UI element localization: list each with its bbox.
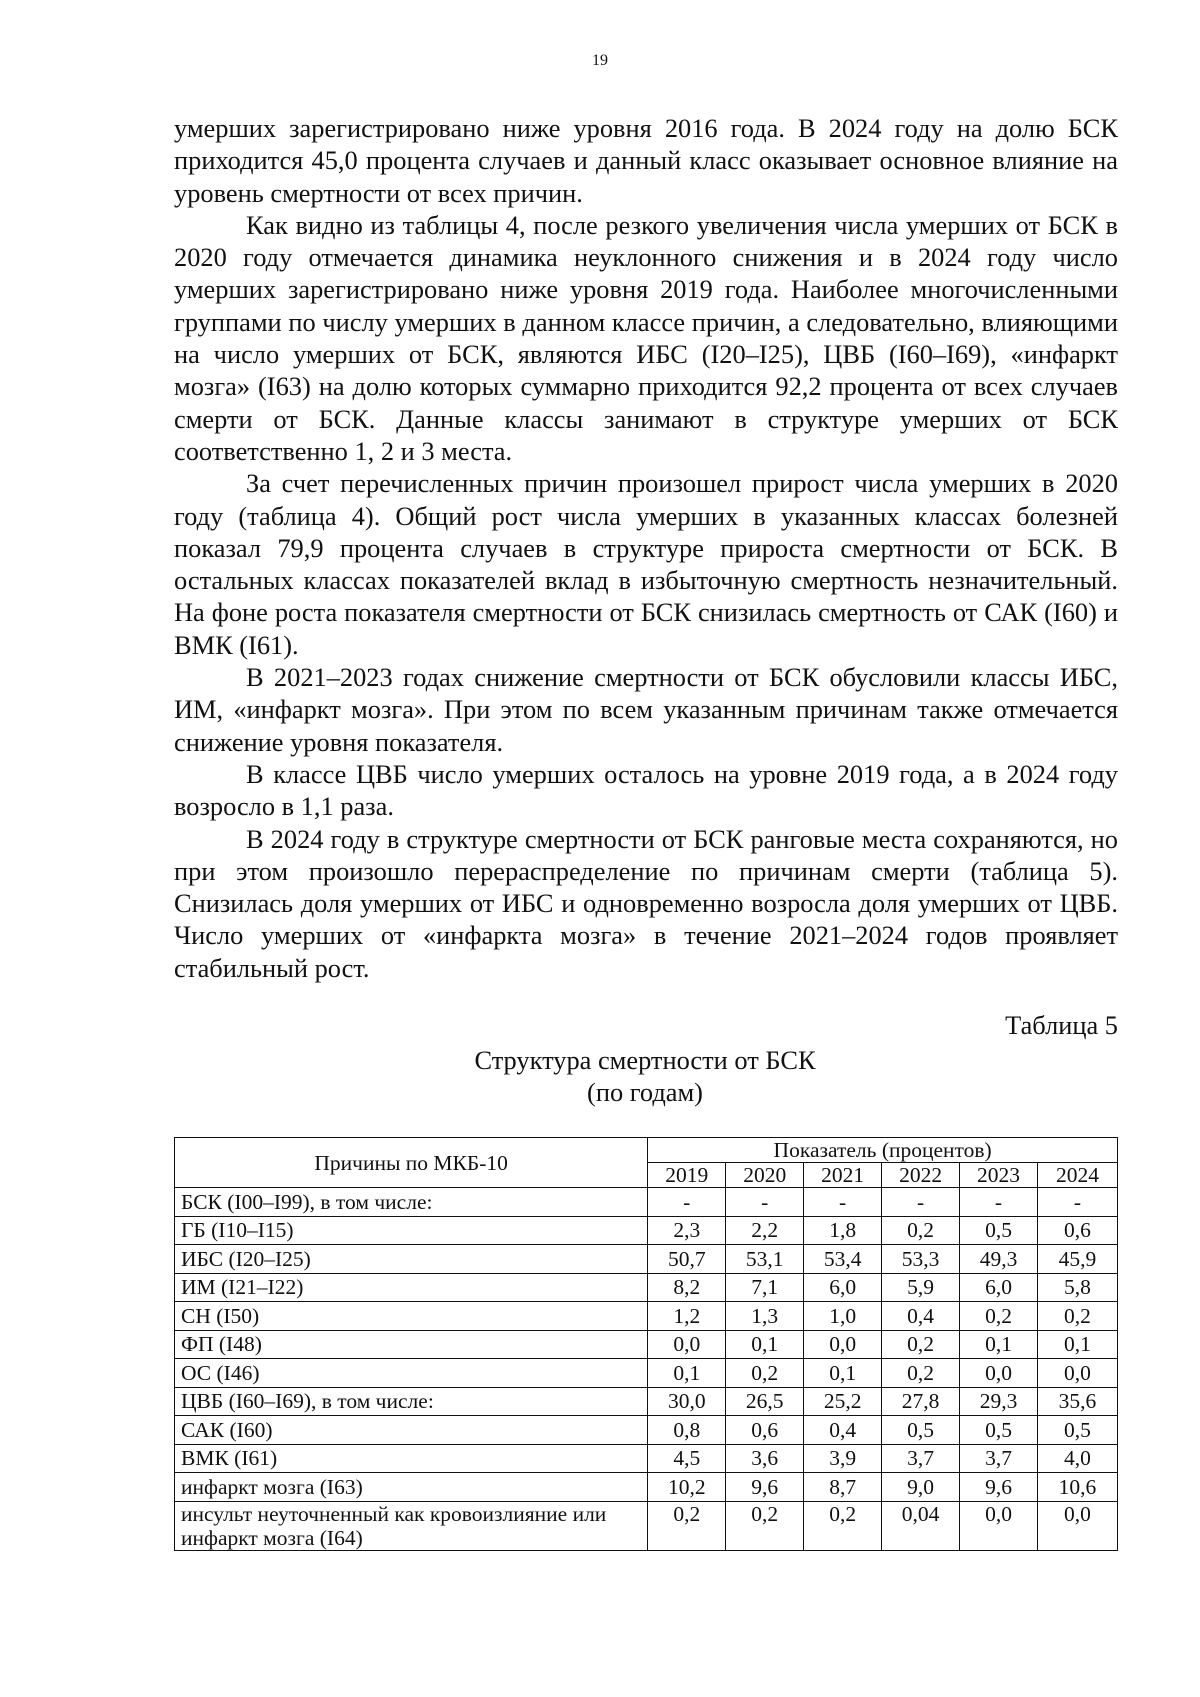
value-cell: 1,3 (726, 1302, 804, 1331)
value-cell: 0,2 (804, 1501, 882, 1550)
value-cell: 0,6 (1037, 1216, 1117, 1245)
table-row (175, 1188, 1118, 1217)
value-cell: 7,1 (726, 1273, 804, 1302)
table-title (0, 1044, 1200, 1108)
value-cell: 0,2 (726, 1359, 804, 1388)
table-row (175, 1416, 1118, 1445)
table-row (175, 1387, 1118, 1416)
value-cell: 0,2 (960, 1302, 1038, 1331)
value-cell: 30,0 (648, 1387, 726, 1416)
value-cell: 1,2 (648, 1302, 726, 1331)
value-cell: 0,2 (882, 1359, 960, 1388)
table-subtitle-line: (по годам) (587, 1077, 703, 1107)
value-cell: 0,2 (1037, 1302, 1117, 1331)
paragraph: В классе ЦВБ число умерших осталось на уровне 2019 года, а в 2024 году возросло в 1,1 раза. (174, 758, 1118, 822)
value-cell: 0,1 (960, 1330, 1038, 1359)
value-cell: 0,8 (648, 1416, 726, 1445)
table-row (175, 1302, 1118, 1331)
value-cell: 0,0 (804, 1330, 882, 1359)
table-row (175, 1444, 1118, 1473)
value-cell: 0,6 (726, 1416, 804, 1445)
value-cell: - (1037, 1188, 1117, 1217)
cause-cell: СН (I50) (175, 1302, 648, 1331)
table-label: Таблица 5 (1005, 1010, 1118, 1040)
header-year: 2019 (648, 1163, 726, 1188)
value-cell: 3,7 (960, 1444, 1038, 1473)
value-cell: 6,0 (960, 1273, 1038, 1302)
value-cell: 0,1 (1037, 1330, 1117, 1359)
value-cell: 0,0 (648, 1330, 726, 1359)
page-number: 19 (592, 52, 608, 69)
value-cell: 5,8 (1037, 1273, 1117, 1302)
value-cell: 0,5 (1037, 1416, 1117, 1445)
header-indicator: Показатель (процентов) (648, 1138, 1118, 1163)
value-cell: 0,5 (960, 1216, 1038, 1245)
value-cell: 0,2 (882, 1330, 960, 1359)
header-year: 2020 (726, 1163, 804, 1188)
value-cell: 2,3 (648, 1216, 726, 1245)
value-cell: - (804, 1188, 882, 1217)
table-row (175, 1273, 1118, 1302)
value-cell: 4,0 (1037, 1444, 1117, 1473)
value-cell: 29,3 (960, 1387, 1038, 1416)
header-year: 2021 (804, 1163, 882, 1188)
value-cell: 25,2 (804, 1387, 882, 1416)
value-cell: 0,1 (726, 1330, 804, 1359)
value-cell: 50,7 (648, 1245, 726, 1274)
mortality-structure-table (174, 1137, 1118, 1551)
value-cell: 8,2 (648, 1273, 726, 1302)
value-cell: 3,6 (726, 1444, 804, 1473)
value-cell: 8,7 (804, 1473, 882, 1502)
cause-cell: ИМ (I21–I22) (175, 1273, 648, 1302)
header-cause: Причины по МКБ-10 (175, 1138, 648, 1188)
value-cell: - (726, 1188, 804, 1217)
paragraph: В 2024 году в структуре смертности от БСК ранговые места сохраняются, но при этом произошло перераспределение по причинам смерти (таблица 5). Снизилась доля умерших от ИБС и одновременно возросла доля умерших от ЦВБ. Число умерших от «инфаркта мозга» в течение 2021–2024 годов проявляет стабильный рост. (174, 823, 1118, 983)
value-cell: 0,04 (882, 1501, 960, 1550)
cause-cell: БСК (I00–I99), в том числе: (175, 1188, 648, 1217)
cause-cell: ВМК (I61) (175, 1444, 648, 1473)
value-cell: 0,5 (882, 1416, 960, 1445)
header-year: 2024 (1037, 1163, 1117, 1188)
value-cell: 53,1 (726, 1245, 804, 1274)
value-cell: 26,5 (726, 1387, 804, 1416)
table-row (175, 1330, 1118, 1359)
value-cell: 6,0 (804, 1273, 882, 1302)
value-cell: 0,5 (960, 1416, 1038, 1445)
paragraph: умерших зарегистрировано ниже уровня 2016 года. В 2024 году на долю БСК приходится 45,0 процента случаев и данный класс оказывает основное влияние на уровень смертности от всех причин. (174, 113, 1118, 208)
value-cell: 3,9 (804, 1444, 882, 1473)
cause-cell: ИБС (I20–I25) (175, 1245, 648, 1274)
paragraph: В 2021–2023 годах снижение смертности от БСК обусловили классы ИБС, ИМ, «инфаркт мозга». При этом по всем указанным причинам также отмечается снижение уровня показателя. (174, 662, 1118, 757)
value-cell: 9,0 (882, 1473, 960, 1502)
table-row (175, 1501, 1118, 1550)
value-cell: 45,9 (1037, 1245, 1117, 1274)
value-cell: 27,8 (882, 1387, 960, 1416)
table-row (175, 1473, 1118, 1502)
value-cell: 5,9 (882, 1273, 960, 1302)
cause-cell: САК (I60) (175, 1416, 648, 1445)
cause-cell: ФП (I48) (175, 1330, 648, 1359)
value-cell: 0,4 (804, 1416, 882, 1445)
value-cell: 35,6 (1037, 1387, 1117, 1416)
value-cell: 53,3 (882, 1245, 960, 1274)
value-cell: 9,6 (960, 1473, 1038, 1502)
value-cell: 2,2 (726, 1216, 804, 1245)
header-year: 2022 (882, 1163, 960, 1188)
paragraph: Как видно из таблицы 4, после резкого увеличения числа умерших от БСК в 2020 году отмечается динамика неуклонного снижения и в 2024 году число умерших зарегистрировано ниже уровня 2019 года. Наиболее многочисленными группами по числу умерших в данном классе причин, а следовательно, влияющими на число умерших от БСК, являются ИБС (I20–I25), ЦВБ (I60–I69), «инфаркт мозга» (I63) на долю которых суммарно приходится 92,2 процента от всех случаев смерти от БСК. Данные классы занимают в структуре умерших от БСК соответственно 1, 2 и 3 места. (174, 209, 1118, 466)
value-cell: 1,0 (804, 1302, 882, 1331)
value-cell: 0,0 (960, 1359, 1038, 1388)
value-cell: 0,4 (882, 1302, 960, 1331)
table-row (175, 1245, 1118, 1274)
value-cell: 0,0 (1037, 1359, 1117, 1388)
value-cell: 3,7 (882, 1444, 960, 1473)
body-text (174, 112, 1118, 984)
value-cell: 10,6 (1037, 1473, 1117, 1502)
cause-cell: инсульт неуточненный как кровоизлияние или инфаркт мозга (I64) (175, 1501, 648, 1550)
value-cell: 4,5 (648, 1444, 726, 1473)
value-cell: 0,2 (882, 1216, 960, 1245)
value-cell: 0,0 (1037, 1501, 1117, 1550)
value-cell: 53,4 (804, 1245, 882, 1274)
value-cell: 9,6 (726, 1473, 804, 1502)
value-cell: - (648, 1188, 726, 1217)
value-cell: 0,1 (804, 1359, 882, 1388)
value-cell: - (882, 1188, 960, 1217)
table-title-line: Структура смертности от БСК (474, 1045, 816, 1075)
value-cell: 10,2 (648, 1473, 726, 1502)
cause-cell: ОС (I46) (175, 1359, 648, 1388)
value-cell: 0,2 (648, 1501, 726, 1550)
table-row (175, 1216, 1118, 1245)
value-cell: - (960, 1188, 1038, 1217)
value-cell: 1,8 (804, 1216, 882, 1245)
cause-cell: ГБ (I10–I15) (175, 1216, 648, 1245)
value-cell: 0,0 (960, 1501, 1038, 1550)
cause-cell: ЦВБ (I60–I69), в том числе: (175, 1387, 648, 1416)
value-cell: 0,2 (726, 1501, 804, 1550)
table-row (175, 1359, 1118, 1388)
value-cell: 49,3 (960, 1245, 1038, 1274)
paragraph: За счет перечисленных причин произошел прирост числа умерших в 2020 году (таблица 4). Общий рост числа умерших в указанных классах болезней показал 79,9 процента случаев в структуре прироста смертности от БСК. В остальных классах показателей вклад в избыточную смертность незначительный. На фоне роста показателя смертности от БСК снизилась смертность от САК (I60) и ВМК (I61). (174, 468, 1118, 660)
value-cell: 0,1 (648, 1359, 726, 1388)
header-year: 2023 (960, 1163, 1038, 1188)
cause-cell: инфаркт мозга (I63) (175, 1473, 648, 1502)
